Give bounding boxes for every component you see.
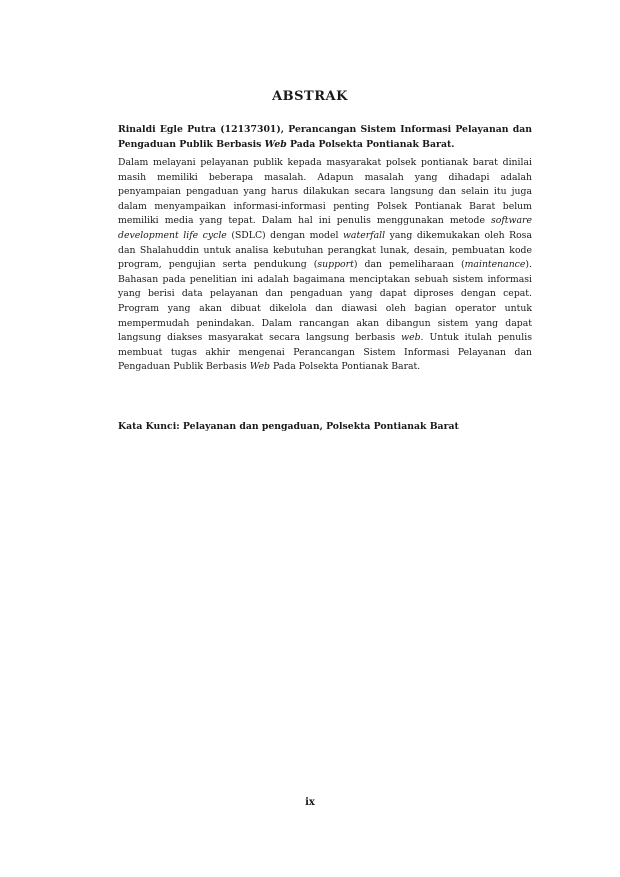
abstract-body xyxy=(118,156,532,375)
body-text: Pada Polsekta Pontianak Barat. xyxy=(269,361,421,373)
body-text: (SDLC) dengan model xyxy=(226,229,343,241)
citation-text-end: Pada Polsekta Pontianak Barat. xyxy=(286,138,455,150)
body-text: ). Bahasan pada penelitian ini adalah bagaimana menciptakan sebuah sistem informasi yang berisi data pelayanan dan pengaduan yang dapat diproses dengan cepat. Program yang akan dibuat dikelola dan diawasi oleh bagian operator untuk mempermudah penindakan. Dalam rancangan akan dibangun sistem yang dapat langsung diakses masyarakat secara langsung berbasis xyxy=(118,259,532,344)
keywords-line: Kata Kunci: Pelayanan dan pengaduan, Polsekta Pontianak Barat xyxy=(118,421,459,432)
body-italic: software development life cycle xyxy=(118,215,532,241)
body-text: yang dikemukakan oleh Rosa dan Shalahuddin untuk analisa kebutuhan perangkat lunak, desain, pembuatan kode program, pengujian serta pendukung ( xyxy=(118,229,532,271)
citation-italic: Web xyxy=(264,138,287,150)
body-italic: waterfall xyxy=(342,229,386,241)
body-italic: support xyxy=(317,259,354,271)
body-text: Dalam melayani pelayanan publik kepada masyarakat polsek pontianak barat dinilai masih memiliki beberapa masalah. Adapun masalah yang dihadapi adalah penyampaian pengaduan yang harus dilakukan secara langsung dan selain itu juga dalam menyampaikan informasi-informasi penting Polsek Pontianak Barat belum memiliki media yang tepat. Dalam hal ini penulis menggunakan metode xyxy=(118,157,532,227)
body-text: ) dan pemeliharaan ( xyxy=(353,259,465,271)
abstract-title: ABSTRAK xyxy=(272,89,348,104)
page-number: ix xyxy=(305,797,315,808)
citation-text: Rinaldi Egle Putra (12137301), Perancangan Sistem Informasi Pelayanan dan Pengaduan Publik Berbasis xyxy=(118,124,532,150)
citation-paragraph xyxy=(118,123,532,152)
body-italic: maintenance xyxy=(464,259,526,271)
body-italic: Web xyxy=(249,361,270,373)
body-text: . Untuk itulah penulis membuat tugas akhir mengenai Perancangan Sistem Informasi Pelayanan dan Pengaduan Publik Berbasis xyxy=(118,332,532,373)
body-italic: web xyxy=(401,332,421,344)
